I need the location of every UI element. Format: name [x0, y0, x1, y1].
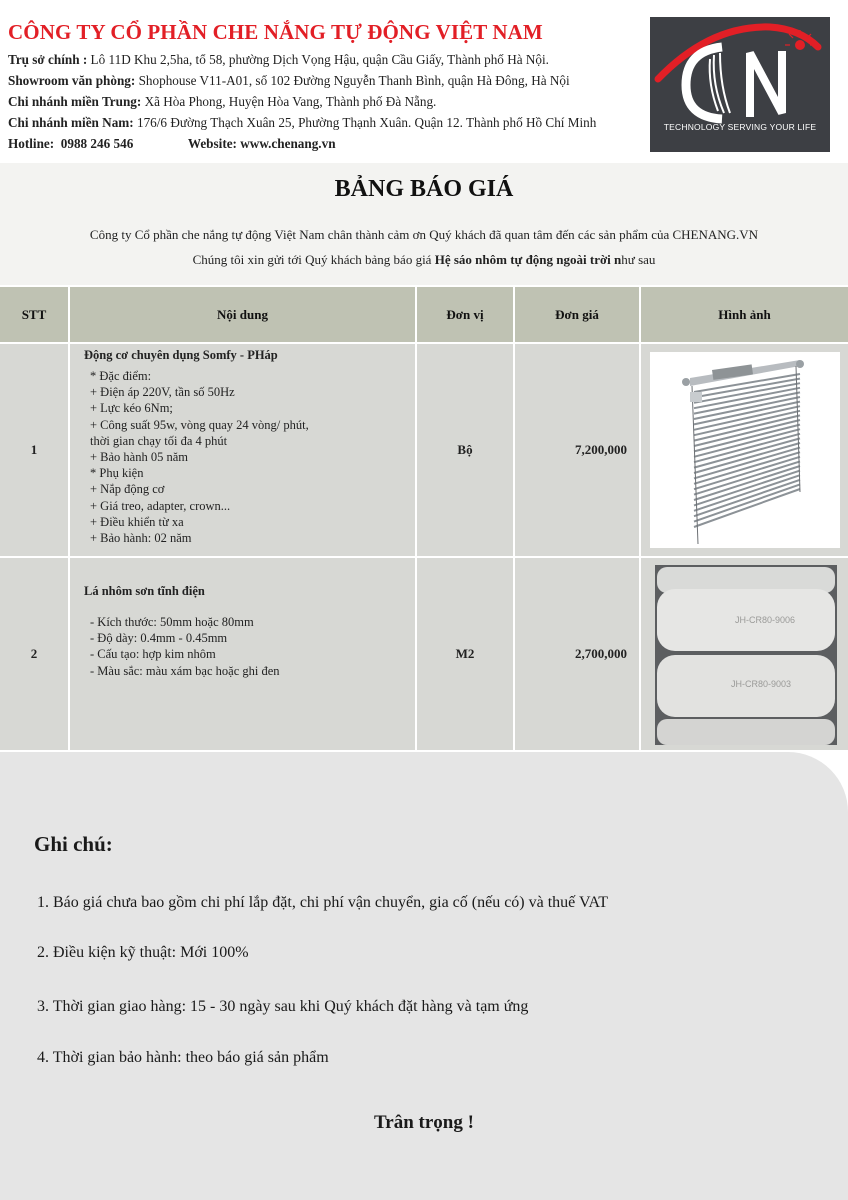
website-value[interactable]: www.chenang.vn [240, 136, 336, 151]
detail-line: - Kích thước: 50mm hoặc 80mm [90, 615, 254, 629]
south-branch-label: Chi nhánh miền Nam: [8, 115, 134, 130]
product-system-name: Hệ sáo nhôm tự động ngoài trời n [434, 252, 622, 267]
detail-line: + Bảo hành 05 năm [90, 450, 189, 465]
detail-line: + Công suất 95w, vòng quay 24 vòng/ phút, [90, 417, 309, 432]
website-label: Website: [187, 136, 237, 151]
intro-line-2-end: hư sau [621, 252, 656, 267]
hotline-value: 0988 246 546 [60, 136, 134, 151]
detail-line: * Đặc điểm: [90, 369, 152, 383]
showroom-line [8, 73, 570, 89]
detail-line: + Giá treo, adapter, crown... [90, 498, 231, 513]
row-2-title: Lá nhôm sơn tĩnh điện [84, 584, 205, 598]
table-row-1-price: 7,200,000 [515, 344, 639, 556]
head-office-line [8, 52, 549, 68]
head-office-label: Trụ sở chính : [8, 52, 88, 67]
table-row-1-image-cell [641, 344, 848, 556]
letterhead [0, 0, 848, 163]
hotline-label: Hotline: [8, 136, 55, 151]
header-price: Đơn giá [515, 287, 639, 342]
table-row-2-unit: M2 [417, 558, 513, 750]
aluminum-slat-image [655, 565, 837, 745]
table-row-2-content [70, 558, 415, 750]
central-branch-label: Chi nhánh miền Trung: [8, 94, 142, 109]
detail-line: - Màu sắc: màu xám bạc hoặc ghi đen [90, 663, 280, 678]
detail-line: + Bảo hành: 02 năm [90, 531, 192, 546]
detail-line: - Cấu tạo: hợp kim nhôm [90, 647, 216, 662]
south-branch-line [8, 115, 596, 131]
south-branch-address: 176/6 Đường Thạch Xuân 25, Phường Thạnh Xuân. Quận 12. Thành phố Hồ Chí Minh [133, 115, 597, 130]
detail-line: * Phụ kiện [90, 466, 144, 481]
table-row-2-image-cell [641, 558, 848, 750]
company-logo [650, 17, 830, 152]
row-1-title: Động cơ chuyên dụng Somfy - PHáp [84, 348, 278, 362]
company-name: CÔNG TY CỔ PHẦN CHE NẮNG TỰ ĐỘNG VIỆT NAM [8, 20, 543, 44]
note-item-2: 2. Điều kiện kỹ thuật: Mới 100% [37, 944, 249, 961]
contact-line [8, 136, 336, 152]
detail-line: + Nắp động cơ [90, 482, 165, 497]
table-row-1-stt: 1 [0, 344, 68, 556]
header-image: Hình ảnh [641, 287, 848, 342]
notes-title: Ghi chú: [34, 832, 113, 856]
table-row-1-content [70, 344, 415, 556]
table-row-2-price: 2,700,000 [515, 558, 639, 750]
closing-signoff: Trân trọng ! [374, 1112, 474, 1133]
header-stt: STT [0, 287, 68, 342]
row-1-details [90, 368, 309, 546]
table-row-1-unit: Bộ [417, 344, 513, 556]
detail-line: thời gian chạy tối đa 4 phút [90, 433, 228, 448]
detail-line: + Lực kéo 6Nm; [90, 401, 173, 416]
detail-line: + Điện áp 220V, tần số 50Hz [90, 385, 235, 400]
intro-line-2-start: Chúng tôi xin gửi tới Quý khách bảng báo giá [192, 252, 435, 267]
document-title: BẢNG BÁO GIÁ [334, 176, 514, 202]
detail-line: - Độ dày: 0.4mm - 0.45mm [90, 631, 228, 646]
note-item-4: 4. Thời gian bảo hành: theo báo giá sản phẩm [37, 1049, 329, 1066]
header-unit: Đơn vị [417, 287, 513, 342]
showroom-address: Shophouse V11-A01, số 102 Đường Nguyễn Thanh Bình, quận Hà Đông, Hà Nội [135, 73, 570, 88]
head-office-address: Lô 11D Khu 2,5ha, tổ 58, phường Dịch Vọng Hậu, quận Cầu Giấy, Thành phố Hà Nội. [87, 52, 549, 67]
slat-label-1: JH-CR80-9006 [735, 615, 796, 625]
header-content: Nội dung [70, 287, 415, 342]
central-branch-address: Xã Hòa Phong, Huyện Hòa Vang, Thành phố Đà Nẵng. [141, 94, 437, 109]
slat-label-2: JH-CR80-9003 [731, 679, 792, 689]
intro-line-1: Công ty Cổ phần che nắng tự động Việt Nam chân thành cảm ơn Quý khách đã quan tâm đến các sản phẩm của CHENANG.VN [89, 227, 759, 242]
note-item-1: 1. Báo giá chưa bao gồm chi phí lắp đặt, chi phí vận chuyển, gia cố (nếu có) và thuế VAT [37, 894, 609, 911]
intro-line-2 [0, 252, 848, 268]
aluminum-blind-motor-image [650, 352, 840, 548]
central-branch-line [8, 94, 436, 110]
logo-tagline: TECHNOLOGY SERVING YOUR LIFE [663, 122, 817, 132]
detail-line: + Điều khiển từ xa [90, 514, 184, 529]
showroom-label: Showroom văn phòng: [8, 73, 136, 88]
row-2-details [90, 614, 280, 679]
table-row-2-stt: 2 [0, 558, 68, 750]
note-item-3: 3. Thời gian giao hàng: 15 - 30 ngày sau khi Quý khách đặt hàng và tạm ứng [37, 998, 529, 1015]
